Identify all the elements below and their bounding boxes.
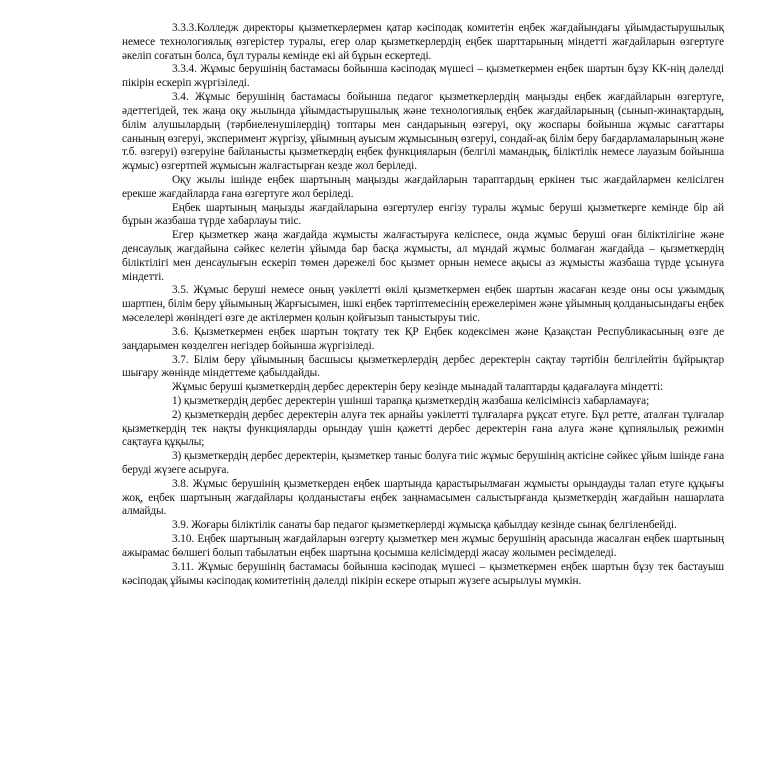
paragraph-3-8: 3.8. Жұмыс берушінің қызметкерден еңбек шартында қарастырылмаған жұмысты орындауды талап етуге құқығы жоқ, еңбек шартының жағдайлары қолданыстағы еңбек заңнамасымен салыстырғанда қызметкердің жағдайын нашарлата алмайды. [122,477,724,518]
paragraph-notice: Еңбек шартының маңызды жағдайларына өзгертулер енгізу туралы жұмыс беруші қызметкерге кемінде бір ай бұрын жазбаша түрде хабарлауы тиіс. [122,201,724,228]
paragraph-academic-year: Оқу жылы ішінде еңбек шартының маңызды жағдайларын тараптардың еркінен тыс жағдайлармен келісілген ерекше жағдайларда ғана өзгертуге жол беріледі. [122,173,724,200]
list-item-2: 2) қызметкердің дербес деректерін алуға тек арнайы уәкілетті тұлғаларға рұқсат етуге. Бұл ретте, аталған тұлғалар қызметкердің тек нақты функцияларды орындау үшін қажетті дербес деректерін ғана алуға және құпиялылық режимін сақтауға құқылы; [122,408,724,449]
paragraph-3-3-3: 3.3.3.Колледж директоры қызметкерлермен қатар кәсіподақ комитетін еңбек жағдайындағы ұйымдастырушылық немесе технологиялық өзгерістер туралы, егер олар қызметкерлердің еңбек шарттарының міндетті жағдайларын өзгертуге әкеліп соғатын болса, бұл туралы кемінде екі ай бұрын ескертеді. [122,22,724,62]
paragraph-3-4: 3.4. Жұмыс берушінің бастамасы бойынша педагог қызметкерлердің маңызды еңбек жағдайларын өзгертуге, әдеттегідей, тек жаңа оқу жылында ұйымдастырушылық және технологиялық еңбек жағдайларының (сынып-жинақтардың, білім алушылардың (тәрбиеленушілердің) топтары мен сандарының өзгеруі, оқу жоспары бойынша жұмыс сағаттары санының өзгеруі, эксперимент жүргізу, ұйымның ауысым жұмысының өзгеруі, сондай-ақ білім беру бағдарламаларының және т.б. өзгеруі) өзгеруіне байланысты қызметкердің еңбек функцияларын (белгілі мамандық, біліктілік немесе лауазым бойынша жұмыс) өзгертпей жұмысын жалғастырған кезде жол беріледі. [122,91,724,173]
paragraph-3-3-4: 3.3.4. Жұмыс берушінің бастамасы бойынша кәсіподақ мүшесі – қызметкермен еңбек шартын бұзу КК-нің дәлелді пікірін ескеріп жүргізіледі. [122,63,724,90]
paragraph-personal-data-requirements: Жұмыс беруші қызметкердің дербес деректерін беру кезінде мынадай талаптарды қадағалауға міндетті: [172,381,664,394]
paragraph-3-9: 3.9. Жоғары біліктілік санаты бар педагог қызметкерлерді жұмысқа қабылдау кезінде сынақ белгіленбейді. [172,519,677,532]
paragraph-refusal: Егер қызметкер жаңа жағдайда жұмысты жалғастыруға келіспесе, онда жұмыс беруші оған біліктілігіне және денсаулық жағдайына сәйкес келетін ұйымда бар басқа жұмысты, ал мұндай жұмыс болмаған жағдайда – қызметкердің біліктілігі мен денсаулығын ескеріп төмен дәрежелі бос қызмет орнын немесе ақысы аз жұмысты жазбаша түрде ұсынуға міндетті. [122,229,724,283]
paragraph-3-7: 3.7. Білім беру ұйымының басшысы қызметкерлердің дербес деректерін сақтау тәртібін белгілейтін бұйрықтар шығару жөнінде міндеттеме қабылдайды. [122,353,724,380]
list-item-3: 3) қызметкердің дербес деректерін, қызметкер таныс болуға тиіс жұмыс берушінің актісіне сәйкес ұйым ішінде ғана беруді жүзеге асыруға. [122,450,724,476]
paragraph-3-5: 3.5. Жұмыс беруші немесе оның уәкілетті өкілі қызметкермен еңбек шартын жасаған кезде оны осы ұжымдық шартпен, білім беру ұйымының Жарғысымен, ішкі еңбек тәртіптемесінің ережелерімен және ұйымның қолданысындағы еңбек мәселелері жөніндегі өзге де актілермен қолын қойғызып таныстыруы тиіс. [122,284,724,325]
paragraph-3-6: 3.6. Қызметкермен еңбек шартын тоқтату тек ҚР Еңбек кодексімен және Қазақстан Республикасының өзге де заңдарымен көзделген негіздер бойынша жүргізіледі. [122,325,724,352]
paragraph-3-10: 3.10. Еңбек шартының жағдайларын өзгерту қызметкер мен жұмыс берушінің арасында жасалған еңбек шартының ажырамас бөлшегі болып табылатын еңбек шартына қосымша келісімдерді жасау жолымен ресімделеді. [122,533,724,559]
paragraph-3-11: 3.11. Жұмыс берушінің бастамасы бойынша кәсіподақ мүшесі – қызметкермен еңбек шартын бұзу тек бастауыш кәсіподақ ұйымы кәсіподақ комитетінің дәлелді пікірін ескере отырып жүзеге асырылуы мүмкін. [122,560,724,587]
document-body [122,22,724,588]
list-item-1: 1) қызметкердің дербес деректерін үшінші тарапқа қызметкердің жазбаша келісімінсіз хабарламауға; [172,394,650,407]
